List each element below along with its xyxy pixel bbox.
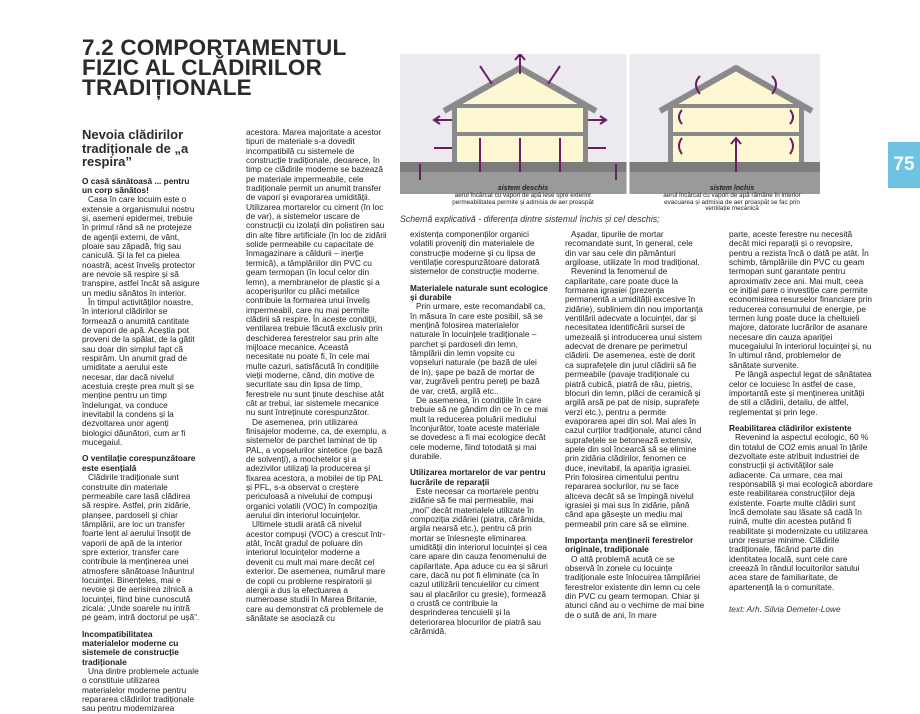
paragraph: O altă problemă acută ce se observă în zonele cu locuințe tradiționale este înlocuirea tâmplăriei ferestrelor existente din lemn cu cele din PVC cu geam termopan. Chiar și atunci când au o vechime de mai bine de o sută de ani, în mare — [565, 553, 705, 620]
open-system-label — [440, 186, 606, 206]
paragraph: În timpul activităților noastre, în interiorul clădirilor se formează o anumită cantitate de vapori de apă. Aceștia pot proveni de la spălat, de la gătit sau doar din simplul fapt că respirăm. Un anumit grad de umiditate a aerului este necesar, dar dacă nivelul acestuia crește prea mult și se menține pentru un timp îndelungat, va conduce inevitabil la condens și la dezvoltarea unor agenți biologici dăunători, cum ar fi mucegaiul. — [82, 296, 195, 448]
subheading: O casă sănătoasă ... pentru un corp sănătos! — [82, 175, 190, 195]
closed-system-title: sistem închis — [709, 185, 755, 192]
paragraph: Pe lângă aspectul legat de sănătatea celor ce locuiesc în astfel de case, importantă este și menținerea unității de stil a clădirii, detaliu, de altfel, reglementat și prin lege. — [729, 369, 872, 417]
paragraph: parte, aceste ferestre nu necesită decât mici reparații și o revopsire, pentru a rezista încă o dată pe atât. În schimb, tâmplăriile din PVC cu geam termopan sunt garantate pentru aproximativ zece ani. Mai mult, ceea ce inițial pare o investiție care permite economisirea resurselor financiare prin reducerea consumului de energie, pe termen lung poate duce la cheltuieli majore, datorate lucrărilor de asanare necesare din cauza apariției mucegaiului în interiorul locuinței și, nu în ultimul rând, problemelor de sănătate survenite. — [729, 229, 872, 370]
page-number-tab: 75 — [888, 142, 920, 188]
column-4 — [565, 230, 705, 620]
open-system-title: sistem deschis — [497, 185, 549, 192]
closed-system-label — [652, 186, 812, 213]
paragraph: Revenind la aspectul ecologic, 60 % din totalul de CO2 emis anual în țările dezvoltate este atribuit industriei de construcții și activităților sale adiacente. Ca urmare, cea mai responsabilă și mai ecologică abordare este reabilitarea construcțiilor deja existente. Foarte multe clădiri sunt încă demolate sau lăsate să cadă în ruină, multe din acestea putând fi reabilitate și modernizate cu utilizarea unor resurse minime. Clădirile tradiționale, făcând parte din identitatea locală, sunt cele care creează în rândul locuitorilor satului acea stare de familiaritate, de apartenență la o comunitate. — [729, 432, 873, 592]
closed-system-text: aerul încărcat cu vapori de apă rămâne în interior evacuarea și admisia de aer proaspăt se fac prin ventilație mecanică — [663, 191, 801, 213]
subheading: Reabilitarea clădirilor existente — [729, 422, 852, 433]
paragraph: Așadar, tipurile de mortar recomandate sunt, în general, cele din var sau cele din pământuri argiloase, utilizate în mod tradițional. — [565, 229, 700, 268]
column-5 — [729, 230, 873, 592]
paragraph: De asemenea, prin utilizarea finisajelor moderne, ca, de exemplu, a sistemelor de parchet laminat de tip PAL, a vopselurilor sintetice (pe bază de solvenți), a mochetelor și a adezivilor utilizați la producerea și fixarea acestora, a mobilei de tip PAL și PFL, s-a observat o creștere periculoasă a nivelului de compuși organici volatili (VOC) în compoziția aerului din interiorul locuințelor. — [246, 416, 387, 521]
subheading: O ventilație corespunzătoare este esențială — [82, 453, 196, 473]
subheading: Importanța menținerii ferestrelor originale, tradiționale — [565, 535, 694, 555]
figure-caption: Schemă explicativă - diferența dintre sistemul închis și cel deschis; — [400, 214, 660, 224]
text-credit: text: Arh. Silvia Demeter-Lowe — [729, 604, 841, 614]
section-heading: Nevoia clădirilor tradiționale de „a respira” — [82, 127, 189, 169]
column-3 — [410, 230, 548, 636]
page-title: 7.2 COMPORTAMENTUL FIZIC AL CLĂDIRILOR TRADIȚIONALE — [82, 35, 347, 100]
subheading: Materialele naturale sunt ecologice și durabile — [410, 282, 548, 303]
ground-band — [400, 162, 820, 172]
paragraph: existența componenților organici volatili proveniți din materialele de construcție moderne și cu lipsa de ventilație corespunzătoare datorată sistemelor de construcție moderne. — [410, 229, 540, 277]
paragraph: De asemenea, în condițiile în care trebuie să ne gândim din ce în ce mai mult la reducerea poluării mediului înconjurător, toate aceste materiale se dovedesc a fi mai ecologice decât cele moderne, fiind totodată și mai durabile. — [410, 394, 548, 461]
paragraph: Casa în care locuim este o extensie a organismului nostru și, asemeni epidermei, trebuie în primul rând să ne protejeze de agenții externi, de vânt, ploaie sau zăpadă, frig sau caniculă. Și la fel ca pielea noastră, acest înveliș protector are nevoie să respire și să transpire, astfel încât să asigure un mediu sănătos în interior. — [82, 194, 200, 298]
column-1 — [82, 128, 200, 714]
paragraph: Ultimele studii arată că nivelul acestor compuși (VOC) a crescut într-atât, încât gradul de poluare din interiorul locuințelor moderne a devenit cu mult mai mare decât cel exterior. De asemenea, numărul mare de copii cu probleme respiratorii și alergii a dus la efectuarea a numeroase studii în Marea Britanie, care au demonstrat că problemele de sănătate se asociază cu — [246, 519, 386, 623]
paragraph: Revenind la fenomenul de capilaritate, care poate duce la formarea igrasiei (prezența permanentă a umidității excesive în zidărie), subliniem din nou importanța ventilării adecvate a locuinței, dar și necesitatea identificării sursei de umezeală și introducerea unui sistem adecvat de drenare pe perimetrul clădirii. De asemenea, este de dorit ca suprafețele din jurul clădirii să fie permeabile (pavaje tradiționale cu piatră cubică, piatră de râu, pietriș, blocuri din lemn, plăci de ceramică și argilă arsă pe pat de nisip, suprafețe verzi etc.), pentru a permite evaporarea apei din sol. Mai ales în cazul curților tradiționale, atunci când suprafețele se betonează extensiv, apele din sol încearcă să se elimine prin zidăria clădirilor, fenomen ce duce, inevitabil, la apariția igrasiei. Prin folosirea cimentului pentru repararea soclurilor, nu se face altceva decât să se împingă nivelul igrasiei și mai sus în zidărie, până când apa găsește un mediu mai permeabil prin care să se elimine. — [565, 266, 703, 529]
subheading: Incompatibilitatea materialelor moderne cu sistemele de construcție tradiționale — [82, 628, 179, 667]
paragraph: Prin urmare, este recomandabil ca, în măsura în care este posibil, să se mențină folosirea materialelor naturale în locuințele tradiționale – parchet și pardoseli din lemn, tâmplării din lemn vopsite cu vopseluri naturale (pe bază de ulei de in), șape pe bază de mortar de var, zugrăveli pentru pereți pe bază de var, cretă, argilă etc.. — [410, 301, 546, 396]
column-2 — [246, 128, 388, 623]
paragraph: acestora. Marea majoritate a acestor tipuri de materiale s-a dovedit incompatibilă cu sistemele de construcție tradiționale, deoarece, în timp ce clădirile moderne se bazează pe materiale impermeabile, cele tradiționale permit un anumit transfer de vapori și evaporarea umidității. Utilizarea mortarelor cu ciment (în loc de var), a sistemelor uscare de construcții cu izolații din polistiren sau din alte fibre artificiale (în loc de zidării solide permeabile cu capacitate de înmagazinare a căldurii – inerție termică), a tâmplăriilor din PVC cu geam termopan (în locul celor din lemn), a membranelor de plastic și a acoperișurilor cu plăci metalice contribuie la formarea unui înveliș impermeabil, care nu mai permite clădirii să respire. În aceste condiții, ventilarea trebuie făcută exclusiv prin deschiderea ferestrelor sau prin alte mijloace mecanice. Această necesitate nu poate fi, în cele mai multe cazuri, satisfăcută în condițiile vieții moderne, când, din motive de securitate sau din lipsa de timp, ferestrele nu sunt ținute deschise atât cât ar trebui, iar sistemele mecanice nu sunt întreținute corespunzător. — [246, 127, 387, 418]
paragraph: Una dintre problemele actuale o constituie utilizarea materialelor moderne pentru repararea clădirilor tradiționale sau pentru modernizarea — [82, 666, 199, 714]
paragraph: Este necesar ca mortarele pentru zidărie să fie mai permeabile, mai „moi” decât materialele utilizate în compoziția zidăriei (piatra, cărămida, argila nearsă etc.), pentru că prin mortar se înlesnește eliminarea umidității din interiorul locuinței și cea care apare din cauza fenomenului de capilaritate. Apa aduce cu ea și săruri care, dacă nu pot fi eliminate (ca în cazul utilizării tencuielilor cu ciment sau al placărilor cu gresie), formează o crustă ce contribuie la desprinderea tencuielii și la deteriorarea blocurilor de piatră sau cărămidă. — [410, 485, 548, 637]
paragraph: Clădirile tradiționale sunt construite din materiale permeabile care lasă clădirea să respire. Astfel, prin zidărie, planșee, pardoseli și chiar tâmplării, are loc un transfer foarte lent al aerului însoțit de vaporii de apă de la interior spre exterior, transfer care contribuie la menținerea unei atmosfere sănătoase înăuntrul locuinței. Binențeles, mai e nevoie și de aerisirea zilnică a locuinței, fiind bine cunoscută zicala: „Unde soarele nu intră pe geam, intră doctorul pe ușă”. — [82, 472, 200, 623]
open-system-text: aerul încărcat cu vapori de apă iese spre exterior permeabilitatea permite și admisia de aer proaspăt — [452, 191, 594, 206]
subheading: Utilizarea mortarelor de var pentru lucrările de reparații — [410, 467, 546, 487]
